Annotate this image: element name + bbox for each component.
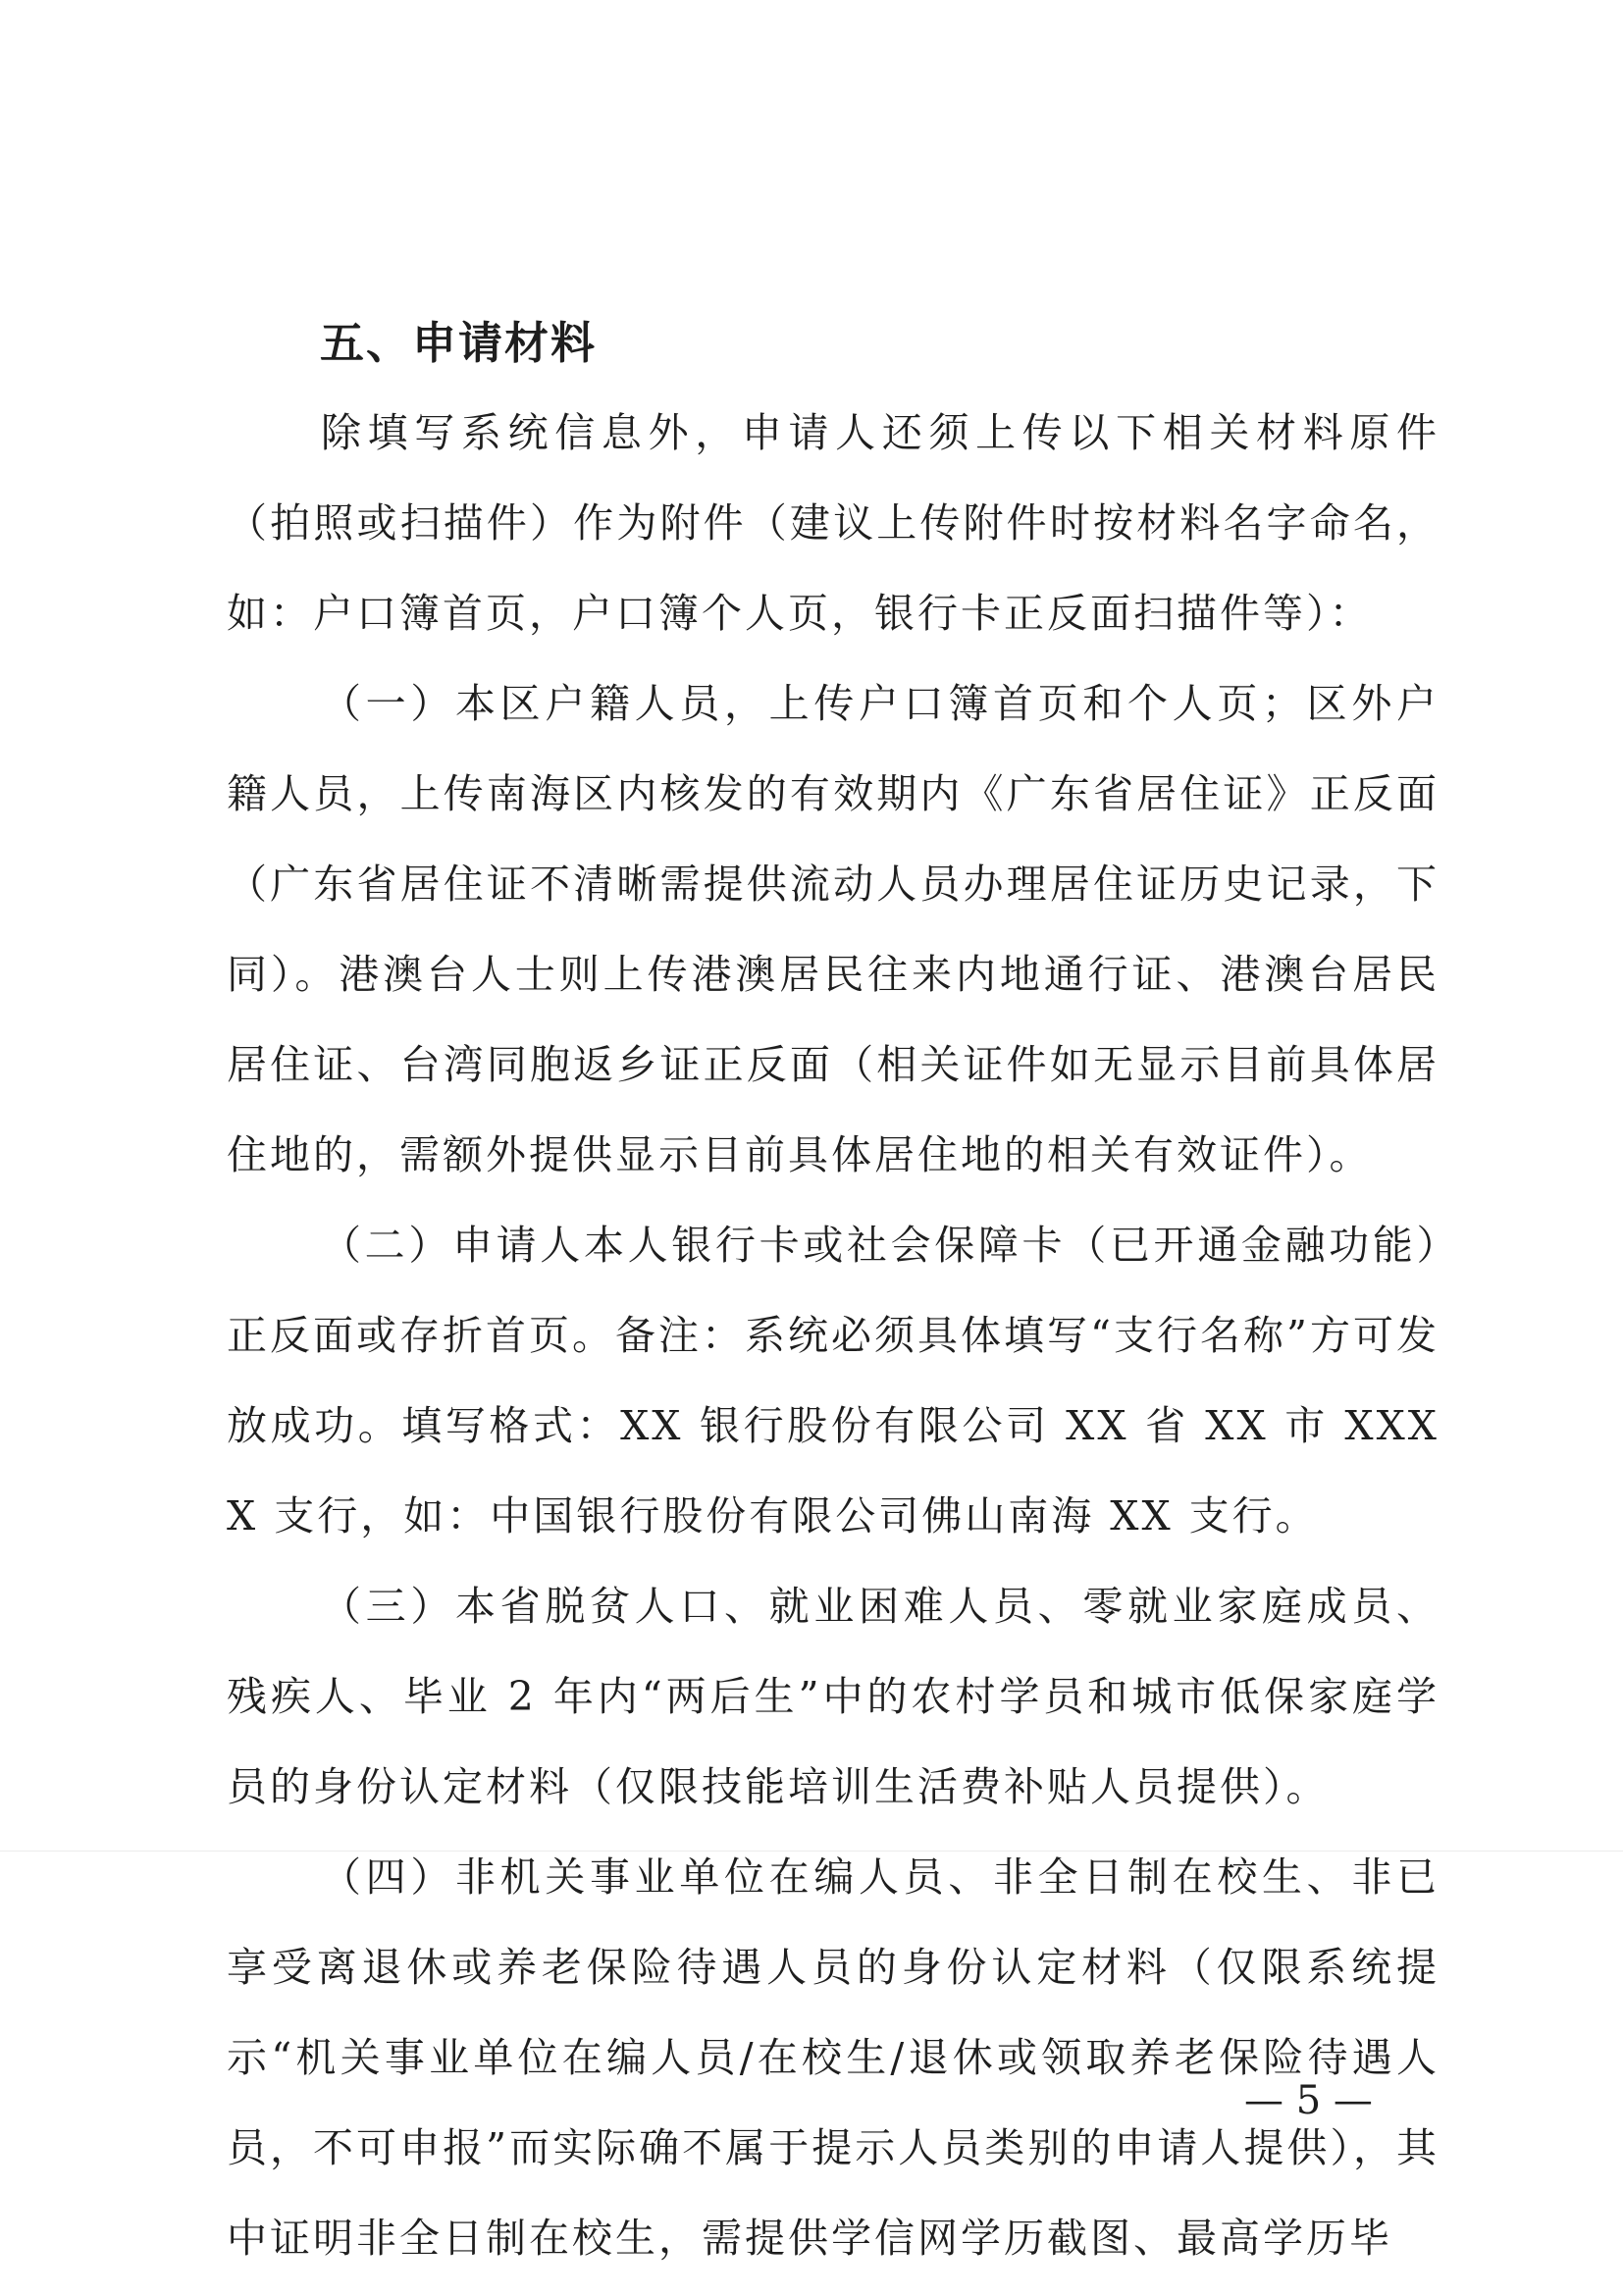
paragraph-item-2: （二）申请人本人银行卡或社会保障卡（已开通金融功能）正反面或存折首页。备注：系统必须具体填写“支行名称”方可发放成功。填写格式：XX 银行股份有限公司 XX 省 XX 市 XXXX 支行，如：中国银行股份有限公司佛山南海 XX 支行。 xyxy=(227,1222,1440,1539)
paragraph-intro: 除填写系统信息外，申请人还须上传以下相关材料原件（拍照或扫描件）作为附件（建议上传附件时按材料名字命名，如：户口簿首页，户口簿个人页，银行卡正反面扫描件等）： xyxy=(227,409,1440,637)
section-heading: 五、申请材料 xyxy=(320,317,598,369)
body-text xyxy=(227,388,1440,2283)
paragraph-item-4: （四）非机关事业单位在编人员、非全日制在校生、非已享受离退休或养老保险待遇人员的身份认定材料（仅限系统提示“机关事业单位在编人员/在校生/退休或领取养老保险待遇人员，不可申报”而实际确不属于提示人员类别的申请人提供），其中证明非全日制在校生，需提供学信网学历截图、最高学历毕 xyxy=(227,1853,1440,2262)
paragraph-item-3: （三）本省脱贫人口、就业困难人员、零就业家庭成员、残疾人、毕业 2 年内“两后生”中的农村学员和城市低保家庭学员的身份认定材料（仅限技能培训生活费补贴人员提供）。 xyxy=(227,1583,1440,1810)
paragraph-item-1: （一）本区户籍人员，上传户口簿首页和个人页；区外户籍人员，上传南海区内核发的有效期内《广东省居住证》正反面（广东省居住证不清晰需提供流动人员办理居住证历史记录，下同）。港澳台人士则上传港澳居民往来内地通行证、港澳台居民居住证、台湾同胞返乡证正反面（相关证件如无显示目前具体居住地的，需额外提供显示目前具体居住地的相关有效证件）。 xyxy=(227,680,1440,1178)
page-number: — 5 — xyxy=(1244,2078,1373,2123)
